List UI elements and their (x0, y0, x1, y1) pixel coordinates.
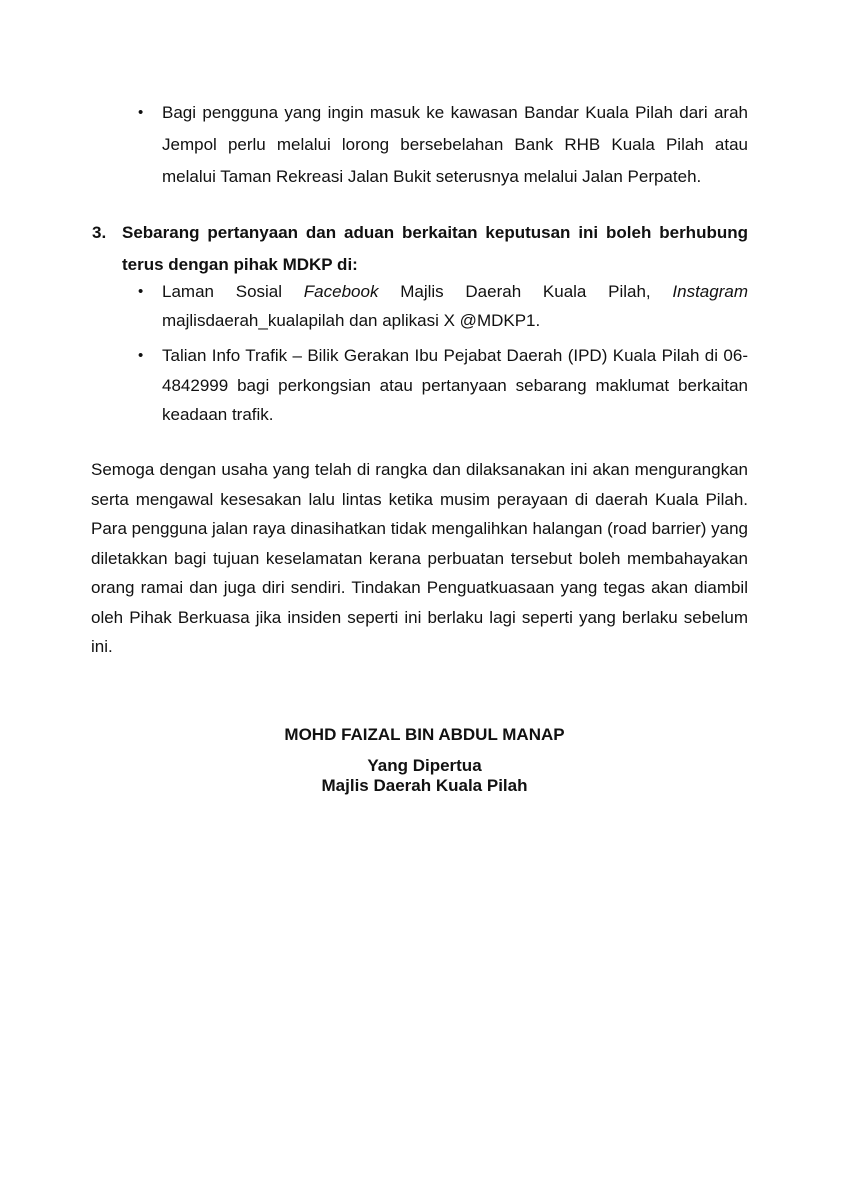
list-item (138, 277, 748, 335)
traffic-hotline-text: Talian Info Trafik – Bilik Gerakan Ibu Pejabat Daerah (IPD) Kuala Pilah di 06-4842999 bagi perkongsian atau pertanyaan sebarang maklumat berkaitan keadaan trafik. (162, 346, 748, 424)
bullet-icon: • (138, 283, 144, 300)
instagram-label: Instagram (672, 282, 748, 301)
list-item-text: Bagi pengguna yang ingin masuk ke kawasan Bandar Kuala Pilah dari arah Jempol perlu melalui lorong bersebelahan Bank RHB Kuala Pilah atau melalui Taman Rekreasi Jalan Bukit seterusnya melalui Jalan Perpateh. (162, 103, 748, 186)
bullet-icon: • (138, 347, 144, 364)
bullet-icon: • (138, 104, 144, 121)
social-media-text-1: Laman Sosial (162, 282, 304, 301)
signatory-organization: Majlis Daerah Kuala Pilah (321, 776, 528, 795)
closing-paragraph: Semoga dengan usaha yang telah di rangka dan dilaksanakan ini akan mengurangkan serta mengawal kesesakan lalu lintas ketika musim perayaan di daerah Kuala Pilah. Para pengguna jalan raya dinasihatkan tidak mengalihkan halangan (road barrier) yang diletakkan bagi tujuan keselamatan kerana perbuatan tersebut boleh membahayakan orang ramai dan juga diri sendiri. Tindakan Penguatkuasaan yang tegas akan diambil oleh Pihak Berkuasa jika insiden seperti ini berlaku lagi seperti yang berlaku sebelum ini. (91, 460, 748, 656)
contact-bullet-list (138, 277, 748, 430)
signatory-name: MOHD FAIZAL BIN ABDUL MANAP (284, 725, 565, 744)
facebook-label: Facebook (303, 282, 379, 301)
numbered-item-3 (92, 217, 748, 281)
list-item (138, 341, 748, 430)
social-media-text-3: majlisdaerah_kualapilah dan aplikasi X @MDKP1. (162, 311, 541, 330)
top-bullet-block (138, 97, 748, 193)
signatory-title: Yang Dipertua (367, 756, 482, 775)
social-media-text-2: Majlis Daerah Kuala Pilah, (378, 282, 673, 301)
item-number: 3. (92, 223, 107, 242)
item-heading: Sebarang pertanyaan dan aduan berkaitan keputusan ini boleh berhubung terus dengan pihak MDKP di: (122, 223, 748, 274)
list-item (138, 97, 748, 193)
